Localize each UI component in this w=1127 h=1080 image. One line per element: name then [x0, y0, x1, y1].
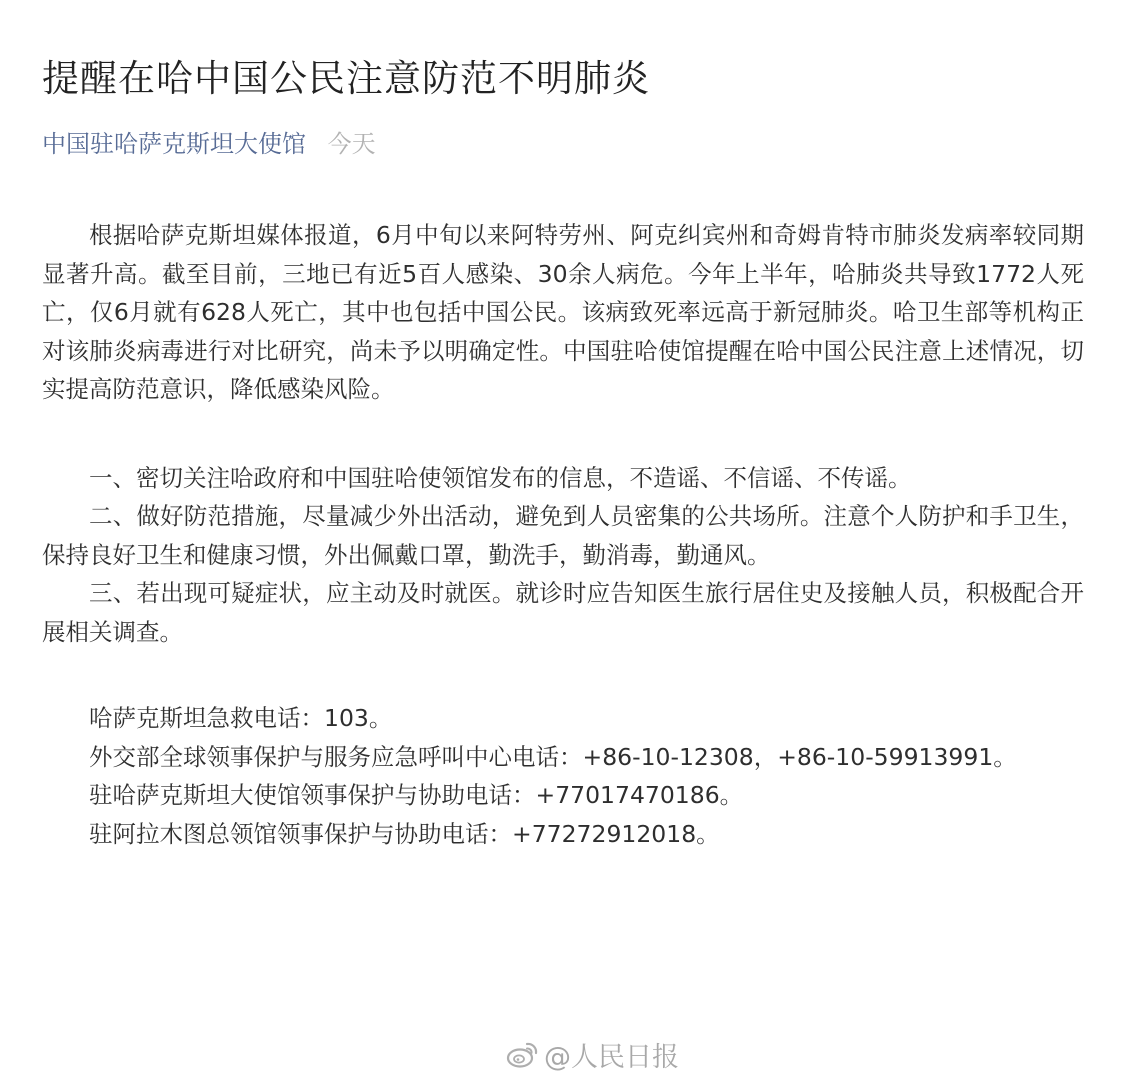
emergency-phone: 哈萨克斯坦急救电话：103。 — [89, 704, 393, 732]
author-link[interactable]: 中国驻哈萨克斯坦大使馆 — [42, 130, 306, 158]
advice-item-1: 一、密切关注哈政府和中国驻哈使领馆发布的信息，不造谣、不信谣、不传谣。 — [89, 463, 912, 492]
paragraph-spacer — [42, 409, 1084, 459]
mfa-hotline: 外交部全球领事保护与服务应急呼叫中心电话：+86-10-12308，+86-10-59913991。 — [89, 742, 1017, 771]
advice-item-2: 二、做好防范措施，尽量减少外出活动，避免到人员密集的公共场所。注意个人防护和手卫生，保持良好卫生和健康习惯，外出佩戴口罩，勤洗手，勤消毒，勤通风。 — [42, 502, 1084, 569]
watermark — [506, 1036, 679, 1072]
embassy-phone: 驻哈萨克斯坦大使馆领事保护与协助电话：+77017470186。 — [89, 781, 744, 809]
intro-paragraph: 根据哈萨克斯坦媒体报道，6月中旬以来阿特劳州、阿克纠宾州和奇姆肯特市肺炎发病率较同期显著升高。截至目前，三地已有近5百人感染、30余人病危。今年上半年，哈肺炎共导致1772人死亡，仅6月就有628人死亡，其中也包括中国公民。该病致死率远高于新冠肺炎。哈卫生部等机构正对该肺炎病毒进行对比研究，尚未予以明确定性。中国驻哈使馆提醒在哈中国公民注意上述情况，切实提高防范意识，降低感染风险。 — [42, 221, 1084, 403]
publish-date: 今天 — [327, 130, 376, 158]
article-meta — [42, 124, 376, 159]
article-body — [42, 216, 1084, 853]
weibo-icon — [506, 1039, 540, 1069]
consulate-phone: 驻阿拉木图总领馆领事保护与协助电话：+77272912018。 — [89, 819, 720, 848]
advice-item-3: 三、若出现可疑症状，应主动及时就医。就诊时应告知医生旅行居住史及接触人员，积极配合开展相关调查。 — [42, 579, 1084, 646]
paragraph-spacer — [42, 651, 1084, 699]
watermark-text: @人民日报 — [544, 1041, 679, 1073]
article-title: 提醒在哈中国公民注意防范不明肺炎 — [42, 57, 650, 100]
